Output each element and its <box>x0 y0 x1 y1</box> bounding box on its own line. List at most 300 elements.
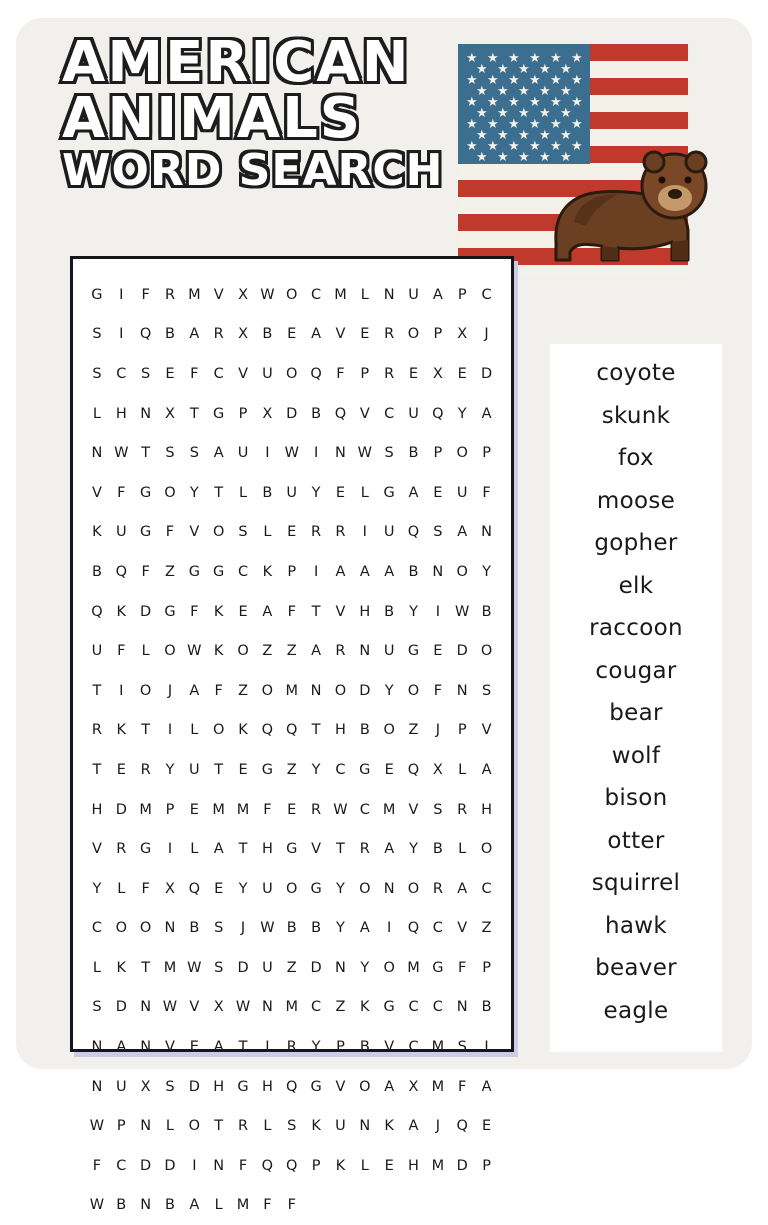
grid-cell[interactable]: N <box>456 999 469 1016</box>
grid-cell[interactable]: T <box>214 1118 224 1135</box>
grid-cell[interactable]: D <box>310 959 323 976</box>
grid-cell[interactable]: W <box>89 1197 105 1214</box>
grid-cell[interactable]: W <box>235 999 251 1016</box>
grid-cell[interactable]: L <box>214 1197 224 1214</box>
grid-cell[interactable]: O <box>407 326 420 343</box>
grid-cell[interactable]: R <box>213 326 225 343</box>
grid-cell[interactable]: F <box>165 524 175 541</box>
grid-cell[interactable]: B <box>262 326 273 343</box>
grid-cell[interactable]: B <box>189 920 200 937</box>
grid-cell[interactable]: D <box>188 1078 201 1095</box>
grid-cell[interactable]: N <box>481 524 493 541</box>
grid-cell[interactable]: F <box>141 286 151 303</box>
grid-cell[interactable]: B <box>262 484 273 501</box>
grid-cell[interactable]: M <box>212 801 226 818</box>
grid-cell[interactable]: R <box>384 326 395 343</box>
grid-cell[interactable]: O <box>139 682 152 699</box>
grid-cell[interactable]: V <box>213 286 225 303</box>
grid-cell[interactable]: V <box>408 801 419 818</box>
grid-cell[interactable]: L <box>458 761 467 778</box>
grid-cell[interactable]: L <box>263 1118 272 1135</box>
grid-cell[interactable]: W <box>187 643 202 660</box>
grid-cell[interactable]: G <box>286 841 298 858</box>
grid-cell[interactable]: Y <box>457 405 468 422</box>
grid-cell[interactable]: U <box>335 1118 347 1135</box>
grid-cell[interactable]: N <box>91 445 103 462</box>
grid-cell[interactable]: I <box>119 682 124 699</box>
grid-cell[interactable]: H <box>481 801 493 818</box>
grid-cell[interactable]: P <box>360 365 370 382</box>
grid-cell[interactable]: S <box>165 1078 176 1095</box>
grid-cell[interactable]: B <box>359 722 371 739</box>
grid-cell[interactable]: L <box>458 841 467 858</box>
grid-cell[interactable]: O <box>480 841 493 858</box>
grid-cell[interactable]: F <box>214 682 224 699</box>
grid-cell[interactable]: X <box>165 405 176 422</box>
grid-cell[interactable]: Y <box>311 761 322 778</box>
grid-cell[interactable]: D <box>237 959 250 976</box>
grid-cell[interactable]: K <box>116 603 127 620</box>
grid-cell[interactable]: B <box>384 603 395 620</box>
grid-cell[interactable]: M <box>163 959 177 976</box>
grid-cell[interactable]: O <box>383 959 396 976</box>
grid-cell[interactable]: F <box>92 1157 102 1174</box>
grid-cell[interactable]: U <box>456 484 469 501</box>
grid-cell[interactable]: N <box>164 920 176 937</box>
grid-cell[interactable]: G <box>261 761 274 778</box>
grid-cell[interactable]: A <box>481 1078 493 1095</box>
grid-cell[interactable]: E <box>238 603 249 620</box>
grid-cell[interactable]: C <box>359 801 371 818</box>
grid-cell[interactable]: E <box>116 761 127 778</box>
grid-cell[interactable]: F <box>458 959 467 976</box>
grid-cell[interactable]: E <box>335 484 346 501</box>
grid-cell[interactable]: K <box>311 1118 322 1135</box>
grid-cell[interactable]: U <box>383 643 395 660</box>
grid-cell[interactable]: R <box>91 722 103 739</box>
grid-cell[interactable]: F <box>458 1078 467 1095</box>
grid-cell[interactable]: R <box>384 365 395 382</box>
grid-cell[interactable]: E <box>165 365 176 382</box>
grid-cell[interactable]: G <box>140 524 152 541</box>
grid-cell[interactable]: K <box>238 722 249 739</box>
grid-cell[interactable]: G <box>237 1078 250 1095</box>
grid-cell[interactable]: E <box>287 524 297 541</box>
grid-cell[interactable]: O <box>164 643 177 660</box>
grid-cell[interactable]: S <box>433 801 443 818</box>
grid-cell[interactable]: G <box>164 603 177 620</box>
grid-cell[interactable]: Q <box>286 722 298 739</box>
grid-cell[interactable]: A <box>213 1039 225 1056</box>
grid-cell[interactable]: S <box>141 365 151 382</box>
grid-cell[interactable]: Q <box>407 524 420 541</box>
grid-cell[interactable]: W <box>114 445 129 462</box>
grid-cell[interactable]: T <box>336 841 346 858</box>
grid-cell[interactable]: S <box>92 326 103 343</box>
grid-cell[interactable]: F <box>287 603 297 620</box>
grid-cell[interactable]: B <box>481 999 493 1016</box>
grid-cell[interactable]: T <box>141 959 151 976</box>
grid-cell[interactable]: O <box>139 920 152 937</box>
grid-cell[interactable]: B <box>311 405 322 422</box>
grid-cell[interactable]: Z <box>408 722 419 739</box>
grid-cell[interactable]: G <box>383 999 396 1016</box>
grid-cell[interactable]: M <box>188 286 202 303</box>
grid-cell[interactable]: K <box>213 603 224 620</box>
grid-cell[interactable]: N <box>383 880 396 897</box>
grid-cell[interactable]: K <box>92 524 103 541</box>
grid-cell[interactable]: C <box>481 286 493 303</box>
grid-cell[interactable]: O <box>286 880 298 897</box>
grid-cell[interactable]: E <box>287 801 297 818</box>
grid-cell[interactable]: H <box>91 801 103 818</box>
grid-cell[interactable]: Q <box>456 1118 469 1135</box>
grid-cell[interactable]: W <box>455 603 470 620</box>
grid-cell[interactable]: A <box>384 1078 395 1095</box>
grid-cell[interactable]: F <box>263 1197 273 1214</box>
grid-cell[interactable]: E <box>189 1039 200 1056</box>
grid-cell[interactable]: L <box>190 841 199 858</box>
grid-cell[interactable]: A <box>189 682 200 699</box>
grid-cell[interactable]: K <box>384 1118 395 1135</box>
grid-cell[interactable]: V <box>189 524 200 541</box>
grid-cell[interactable]: W <box>284 445 300 462</box>
grid-cell[interactable]: E <box>360 326 370 343</box>
grid-cell[interactable]: P <box>336 1039 346 1056</box>
grid-cell[interactable]: S <box>481 682 492 699</box>
grid-cell[interactable]: W <box>260 920 276 937</box>
grid-cell[interactable]: U <box>91 643 103 660</box>
grid-cell[interactable]: E <box>189 801 200 818</box>
grid-cell[interactable]: D <box>115 999 128 1016</box>
grid-cell[interactable]: V <box>359 405 371 422</box>
grid-cell[interactable]: A <box>384 841 395 858</box>
grid-cell[interactable]: G <box>91 286 104 303</box>
grid-cell[interactable]: L <box>360 1157 370 1174</box>
grid-cell[interactable]: O <box>334 682 347 699</box>
grid-cell[interactable]: M <box>236 801 250 818</box>
grid-cell[interactable]: P <box>482 1157 492 1174</box>
grid-cell[interactable]: O <box>456 563 469 580</box>
grid-cell[interactable]: D <box>140 603 152 620</box>
grid-cell[interactable]: V <box>335 326 346 343</box>
grid-cell[interactable]: Y <box>311 1039 322 1056</box>
grid-cell[interactable]: F <box>238 1157 248 1174</box>
grid-cell[interactable]: W <box>162 999 178 1016</box>
grid-cell[interactable]: O <box>359 1078 372 1095</box>
grid-cell[interactable]: S <box>238 524 249 541</box>
grid-cell[interactable]: D <box>164 1157 177 1174</box>
grid-cell[interactable]: V <box>91 484 103 501</box>
grid-cell[interactable]: A <box>335 563 346 580</box>
grid-cell[interactable]: Q <box>407 761 420 778</box>
grid-cell[interactable]: G <box>359 761 371 778</box>
grid-cell[interactable]: F <box>263 801 273 818</box>
word-search-grid[interactable] <box>70 256 514 1214</box>
grid-cell[interactable]: C <box>432 999 444 1016</box>
grid-cell[interactable]: A <box>408 484 419 501</box>
grid-cell[interactable]: G <box>188 563 201 580</box>
grid-cell[interactable]: X <box>213 999 225 1016</box>
grid-cell[interactable]: W <box>187 959 202 976</box>
grid-cell[interactable]: P <box>482 445 492 462</box>
grid-cell[interactable]: I <box>119 286 124 303</box>
grid-cell[interactable]: G <box>140 484 152 501</box>
grid-cell[interactable]: X <box>408 1078 419 1095</box>
letter-grid[interactable] <box>85 275 499 1214</box>
grid-cell[interactable]: E <box>238 761 249 778</box>
grid-cell[interactable]: P <box>287 563 297 580</box>
grid-cell[interactable]: A <box>116 1039 127 1056</box>
grid-cell[interactable]: I <box>313 563 319 580</box>
grid-cell[interactable]: F <box>433 682 443 699</box>
grid-cell[interactable]: U <box>262 880 274 897</box>
grid-cell[interactable]: Y <box>360 959 370 976</box>
grid-cell[interactable]: L <box>117 880 126 897</box>
grid-cell[interactable]: T <box>141 445 151 462</box>
grid-cell[interactable]: W <box>89 1118 105 1135</box>
grid-cell[interactable]: Y <box>238 880 248 897</box>
grid-cell[interactable]: G <box>407 643 420 660</box>
grid-cell[interactable]: R <box>432 880 444 897</box>
grid-cell[interactable]: C <box>116 365 127 382</box>
grid-cell[interactable]: J <box>435 1118 441 1135</box>
grid-cell[interactable]: N <box>91 1039 103 1056</box>
grid-cell[interactable]: I <box>484 1039 490 1056</box>
grid-cell[interactable]: L <box>190 722 199 739</box>
grid-cell[interactable]: Z <box>335 999 346 1016</box>
grid-cell[interactable]: C <box>237 563 249 580</box>
grid-cell[interactable]: P <box>433 445 443 462</box>
grid-cell[interactable]: B <box>359 1039 371 1056</box>
grid-cell[interactable]: O <box>407 682 420 699</box>
grid-cell[interactable]: W <box>357 445 373 462</box>
grid-cell[interactable]: A <box>311 326 322 343</box>
grid-cell[interactable]: R <box>286 1039 298 1056</box>
grid-cell[interactable]: Z <box>481 920 493 937</box>
grid-cell[interactable]: I <box>313 445 319 462</box>
grid-cell[interactable]: T <box>311 603 322 620</box>
grid-cell[interactable]: E <box>384 761 395 778</box>
grid-cell[interactable]: G <box>140 841 152 858</box>
grid-cell[interactable]: T <box>238 1039 248 1056</box>
grid-cell[interactable]: G <box>213 563 225 580</box>
grid-cell[interactable]: X <box>165 880 176 897</box>
grid-cell[interactable]: Z <box>262 643 273 660</box>
grid-cell[interactable]: S <box>92 999 103 1016</box>
grid-cell[interactable]: Y <box>409 841 419 858</box>
grid-cell[interactable]: P <box>165 801 175 818</box>
grid-cell[interactable]: C <box>311 286 322 303</box>
grid-cell[interactable]: O <box>359 880 372 897</box>
grid-cell[interactable]: U <box>237 445 249 462</box>
grid-cell[interactable]: B <box>481 603 493 620</box>
grid-cell[interactable]: H <box>261 841 274 858</box>
grid-cell[interactable]: M <box>285 682 299 699</box>
grid-cell[interactable]: N <box>140 405 152 422</box>
grid-cell[interactable]: I <box>119 326 124 343</box>
grid-cell[interactable]: R <box>359 841 371 858</box>
grid-cell[interactable]: N <box>140 1197 152 1214</box>
grid-cell[interactable]: K <box>116 722 127 739</box>
grid-cell[interactable]: F <box>117 643 126 660</box>
grid-cell[interactable]: Q <box>261 722 274 739</box>
grid-cell[interactable]: L <box>238 484 248 501</box>
grid-cell[interactable]: N <box>456 682 469 699</box>
grid-cell[interactable]: P <box>116 1118 127 1135</box>
grid-cell[interactable]: O <box>212 722 225 739</box>
grid-cell[interactable]: C <box>408 1039 420 1056</box>
grid-cell[interactable]: N <box>359 1118 371 1135</box>
grid-cell[interactable]: R <box>311 524 322 541</box>
grid-cell[interactable]: F <box>141 880 151 897</box>
grid-cell[interactable]: L <box>360 484 370 501</box>
grid-cell[interactable]: C <box>116 1157 127 1174</box>
grid-cell[interactable]: U <box>408 405 420 422</box>
grid-cell[interactable]: Z <box>238 682 249 699</box>
grid-cell[interactable]: G <box>383 484 396 501</box>
grid-cell[interactable]: D <box>480 365 493 382</box>
grid-cell[interactable]: M <box>431 1157 445 1174</box>
grid-cell[interactable]: O <box>383 722 396 739</box>
grid-cell[interactable]: K <box>360 999 371 1016</box>
grid-cell[interactable]: V <box>457 920 468 937</box>
grid-cell[interactable]: C <box>311 999 322 1016</box>
grid-cell[interactable]: M <box>431 1039 445 1056</box>
grid-cell[interactable]: E <box>433 484 443 501</box>
grid-cell[interactable]: N <box>140 999 152 1016</box>
grid-cell[interactable]: A <box>457 880 468 897</box>
grid-cell[interactable]: I <box>387 920 392 937</box>
grid-cell[interactable]: X <box>432 365 444 382</box>
grid-cell[interactable]: Q <box>188 880 201 897</box>
grid-cell[interactable]: Z <box>165 563 176 580</box>
grid-cell[interactable]: B <box>432 841 444 858</box>
grid-cell[interactable]: H <box>359 603 371 620</box>
grid-cell[interactable]: C <box>408 999 420 1016</box>
grid-cell[interactable]: R <box>238 1118 249 1135</box>
grid-cell[interactable]: M <box>236 1197 250 1214</box>
grid-cell[interactable]: O <box>164 484 177 501</box>
grid-cell[interactable]: L <box>92 405 102 422</box>
grid-cell[interactable]: E <box>433 643 443 660</box>
grid-cell[interactable]: I <box>167 722 173 739</box>
grid-cell[interactable]: I <box>362 524 368 541</box>
grid-cell[interactable]: E <box>287 326 297 343</box>
grid-cell[interactable]: S <box>287 1118 297 1135</box>
grid-cell[interactable]: Y <box>384 682 395 699</box>
grid-cell[interactable]: A <box>189 326 200 343</box>
grid-cell[interactable]: U <box>115 1078 128 1095</box>
grid-cell[interactable]: M <box>382 801 396 818</box>
grid-cell[interactable]: Y <box>482 563 492 580</box>
grid-cell[interactable]: G <box>432 959 444 976</box>
grid-cell[interactable]: N <box>383 286 396 303</box>
grid-cell[interactable]: G <box>310 1078 323 1095</box>
grid-cell[interactable]: X <box>432 761 444 778</box>
grid-cell[interactable]: P <box>433 326 443 343</box>
grid-cell[interactable]: B <box>116 1197 127 1214</box>
grid-cell[interactable]: A <box>213 841 225 858</box>
grid-cell[interactable]: X <box>238 326 249 343</box>
grid-cell[interactable]: K <box>335 1157 346 1174</box>
grid-cell[interactable]: O <box>286 286 298 303</box>
grid-cell[interactable]: I <box>167 841 173 858</box>
grid-cell[interactable]: A <box>359 563 371 580</box>
grid-cell[interactable]: K <box>116 959 127 976</box>
grid-cell[interactable]: Y <box>189 484 200 501</box>
grid-cell[interactable]: S <box>214 959 224 976</box>
grid-cell[interactable]: B <box>165 326 176 343</box>
grid-cell[interactable]: Q <box>91 603 104 620</box>
grid-cell[interactable]: C <box>432 920 444 937</box>
grid-cell[interactable]: C <box>91 920 103 937</box>
grid-cell[interactable]: R <box>335 643 346 660</box>
grid-cell[interactable]: D <box>140 1157 152 1174</box>
grid-cell[interactable]: L <box>263 524 272 541</box>
grid-cell[interactable]: G <box>310 880 323 897</box>
grid-cell[interactable]: H <box>261 1078 274 1095</box>
grid-cell[interactable]: S <box>189 445 200 462</box>
grid-cell[interactable]: B <box>165 1197 176 1214</box>
grid-cell[interactable]: A <box>213 445 225 462</box>
grid-cell[interactable]: V <box>165 1039 176 1056</box>
grid-cell[interactable]: E <box>457 365 468 382</box>
grid-cell[interactable]: A <box>481 761 493 778</box>
grid-cell[interactable]: O <box>237 643 250 660</box>
grid-cell[interactable]: F <box>141 563 151 580</box>
grid-cell[interactable]: D <box>456 643 469 660</box>
grid-cell[interactable]: Q <box>407 920 420 937</box>
grid-cell[interactable]: I <box>192 1157 197 1174</box>
grid-cell[interactable]: O <box>188 1118 201 1135</box>
grid-cell[interactable]: K <box>262 563 273 580</box>
grid-cell[interactable]: Y <box>336 880 346 897</box>
grid-cell[interactable]: L <box>360 286 370 303</box>
grid-cell[interactable]: S <box>92 365 103 382</box>
grid-cell[interactable]: E <box>481 1118 492 1135</box>
grid-cell[interactable]: W <box>333 801 349 818</box>
grid-cell[interactable]: S <box>384 445 395 462</box>
grid-cell[interactable]: N <box>335 445 347 462</box>
grid-cell[interactable]: H <box>115 405 128 422</box>
grid-cell[interactable]: N <box>310 682 323 699</box>
grid-cell[interactable]: C <box>335 761 346 778</box>
grid-cell[interactable]: I <box>265 445 271 462</box>
grid-cell[interactable]: H <box>213 1078 225 1095</box>
grid-cell[interactable]: R <box>335 524 346 541</box>
grid-cell[interactable]: O <box>480 643 493 660</box>
grid-cell[interactable]: F <box>117 484 126 501</box>
grid-cell[interactable]: R <box>457 801 468 818</box>
grid-cell[interactable]: U <box>189 761 201 778</box>
grid-cell[interactable]: Y <box>92 880 102 897</box>
grid-cell[interactable]: F <box>336 365 346 382</box>
grid-cell[interactable]: G <box>213 405 225 422</box>
grid-cell[interactable]: O <box>261 682 274 699</box>
grid-cell[interactable]: S <box>433 524 443 541</box>
grid-cell[interactable]: C <box>213 365 225 382</box>
grid-cell[interactable]: D <box>359 682 371 699</box>
grid-cell[interactable]: T <box>92 761 102 778</box>
grid-cell[interactable]: R <box>116 841 127 858</box>
grid-cell[interactable]: T <box>92 682 102 699</box>
grid-cell[interactable]: J <box>484 326 490 343</box>
grid-cell[interactable]: Q <box>310 365 323 382</box>
grid-cell[interactable]: Y <box>336 920 346 937</box>
grid-cell[interactable]: S <box>214 920 224 937</box>
grid-cell[interactable]: E <box>214 880 224 897</box>
